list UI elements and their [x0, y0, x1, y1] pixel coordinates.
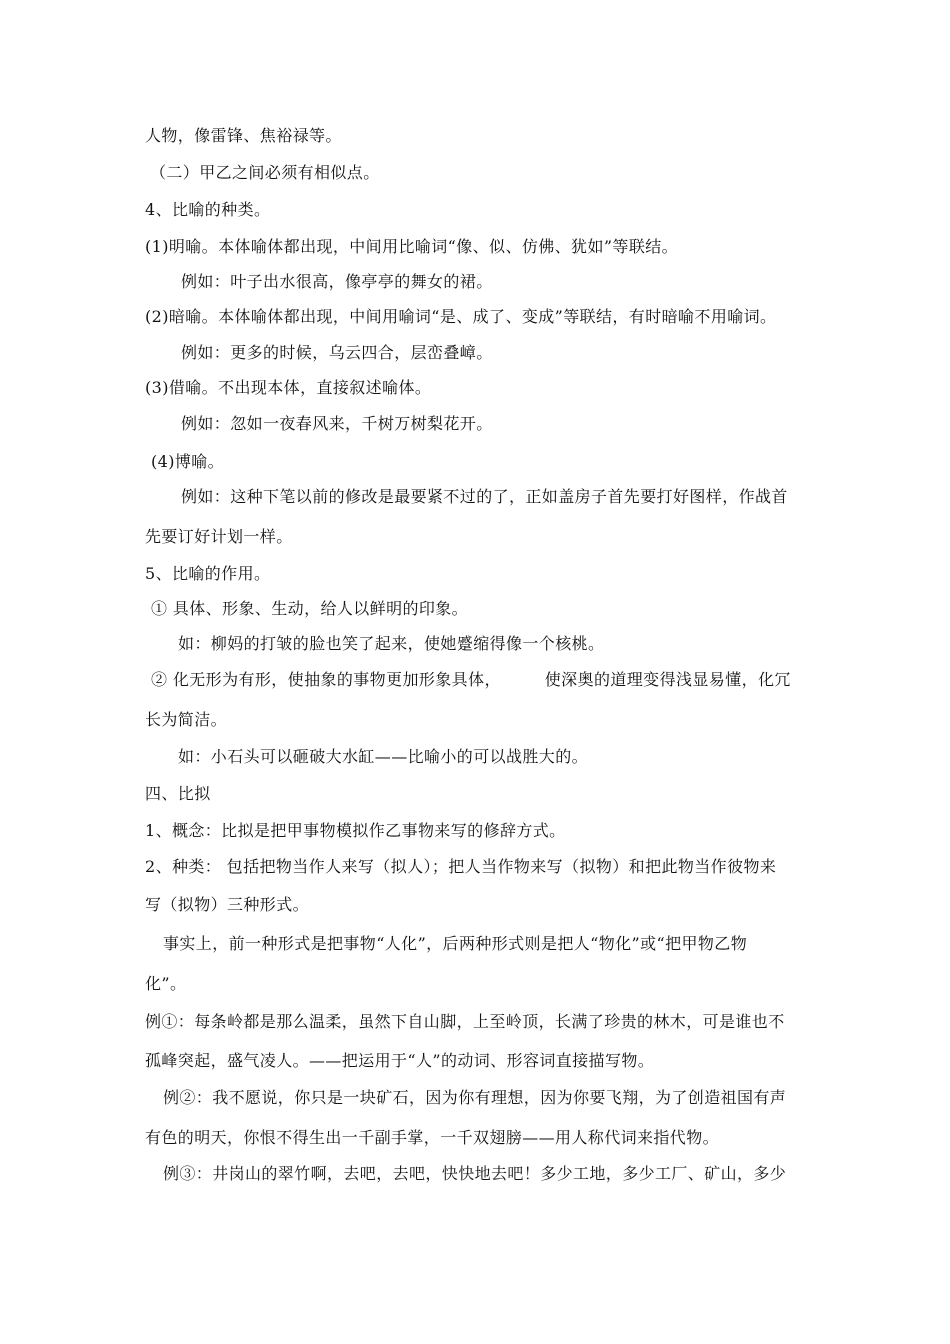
text-line: 事实上，前一种形式是把事物“人化”，后两种形式则是把人“物化”或“把甲物乙物 — [163, 934, 748, 953]
text-line: 写（拟物）三种形式。 — [145, 895, 310, 914]
text-line: 例③：井岗山的翠竹啊，去吧，去吧，快快地去吧！多少工地，多少工厂、矿山，多少 — [163, 1164, 787, 1183]
text-line: 1、概念：比拟是把甲事物模拟作乙事物来写的修辞方式。 — [145, 821, 566, 840]
text-line: 2、种类： 包括把物当作人来写（拟人）；把人当作物来写（拟物）和把此物当作彼物来 — [145, 857, 777, 876]
text-line: 4、比喻的种类。 — [145, 200, 271, 219]
text-line: 如：柳妈的打皱的脸也笑了起来，使她蹙缩得像一个核桃。 — [178, 634, 605, 653]
section-heading: 四、比拟 — [145, 784, 211, 803]
text-line: 例①：每条岭都是那么温柔，虽然下自山脚，上至岭顶，长满了珍贵的林木，可是谁也不 — [145, 1012, 785, 1031]
text-line: 如：小石头可以砸破大水缸——比喻小的可以战胜大的。 — [178, 747, 589, 766]
text-line: ① 具体、形象、生动，给人以鲜明的印象。 — [151, 599, 469, 618]
text-line: ② 化无形为有形，使抽象的事物更加形象具体， 使深奥的道理变得浅显易懂，化冗 — [151, 670, 791, 689]
text-line: 有色的明天，你恨不得生出一千副手掌，一千双翅膀——用人称代词来指代物。 — [145, 1128, 720, 1147]
text-line: 例如：叶子出水很高，像亭亭的舞女的裙。 — [181, 272, 493, 291]
text-line: (4)博喻。 — [151, 452, 225, 471]
text-line: 例如：这种下笔以前的修改是最要紧不过的了，正如盖房子首先要打好图样，作战首 — [181, 487, 788, 506]
text-line: (1)明喻。本体喻体都出现，中间用比喻词“像、似、仿佛、犹如”等联结。 — [145, 237, 679, 256]
text-line: (3)借喻。不出现本体，直接叙述喻体。 — [145, 378, 432, 397]
text-line: （二）甲乙之间必须有相似点。 — [150, 163, 380, 182]
text-line: 孤峰突起，盛气凌人。——把运用于“人”的动词、形容词直接描写物。 — [145, 1051, 655, 1070]
text-line: 例②：我不愿说，你只是一块矿石，因为你有理想，因为你要飞翔，为了创造祖国有声 — [163, 1088, 787, 1107]
text-line: 例如：忽如一夜春风来，千树万树梨花开。 — [181, 414, 493, 433]
text-line: 先要订好计划一样。 — [145, 527, 293, 546]
text-line: 例如：更多的时候，乌云四合，层峦叠嶂。 — [181, 343, 493, 362]
text-line: 化”。 — [145, 974, 187, 993]
text-line: 5、比喻的作用。 — [145, 564, 271, 583]
text-line: 长为简洁。 — [145, 710, 228, 729]
text-line: 人物，像雷锋、焦裕禄等。 — [145, 126, 342, 145]
text-line: (2)暗喻。本体喻体都出现，中间用喻词“是、成了、变成”等联结，有时暗喻不用喻词。 — [145, 307, 777, 326]
